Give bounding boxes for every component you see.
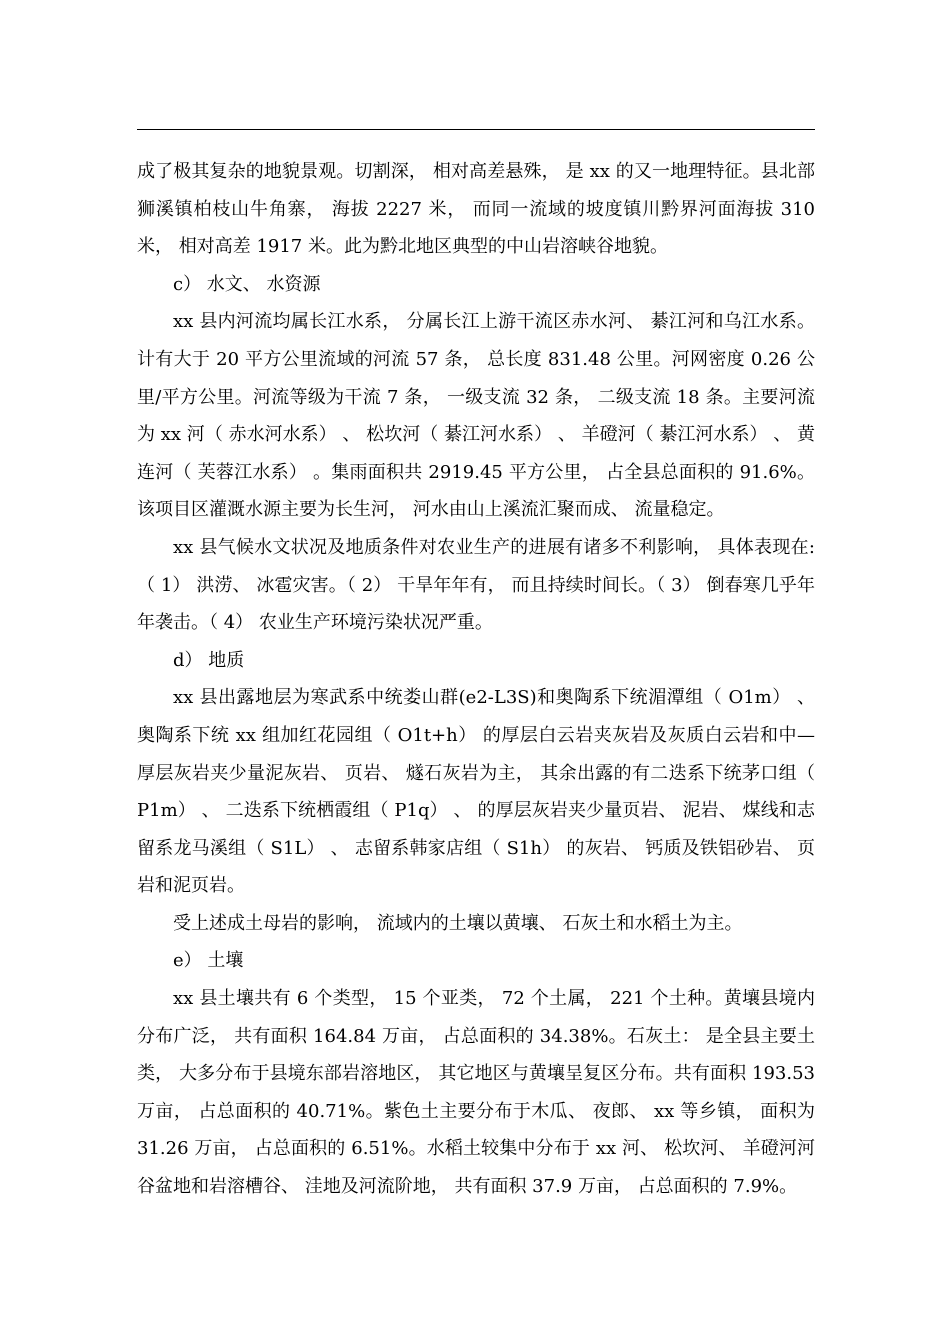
section-heading-geology: d） 地质	[173, 649, 245, 671]
paragraph-parent-rock: 受上述成土母岩的影响， 流域内的土壤以黄壤、 石灰土和水稻土为主。	[173, 912, 743, 934]
paragraph-strata: xx 县出露地层为寒武系中统娄山群(e2-L3S)和奥陶系下统湄潭组（ O1m） 、 奥陶系下统 xx 组加红花园组（ O1t+h） 的厚层白云岩夹灰岩及灰质白云岩和中—厚层灰岩夹少量泥灰岩、 页岩、 燧石灰岩为主， 其余出露的有二迭系下统茅口组（ P1m） 、 二迭系下统栖霞组（ P1q） 、 的厚层灰岩夹少量页岩、 泥岩、 煤线和志留系龙马溪组（ S1L） 、 志留系韩家店组（ S1h） 的灰岩、 钙质及铁铝砂岩、 页岩和泥页岩。	[137, 687, 815, 897]
paragraph-soil-types: xx 县土壤共有 6 个类型， 15 个亚类， 72 个土属， 221 个土种。黄壤县境内分布广泛， 共有面积 164.84 万亩， 占总面积的 34.38%。石灰土： 是全县主要土类， 大多分布于县境东部岩溶地区， 其它地区与黄壤呈复区分布。共有面积 193.53 万亩， 占总面积的 40.71%。紫色土主要分布于木瓜、 夜郎、 xx 等乡镇， 面积为 31.26 万亩， 占总面积的 6.51%。水稻土较集中分布于 xx 河、 松坎河、 羊磴河河谷盆地和岩溶槽谷、 洼地及河流阶地， 共有面积 37.9 万亩， 占总面积的 7.9%。	[137, 988, 815, 1198]
paragraph-rivers: xx 县内河流均属长江水系， 分属长江上游干流区赤水河、 綦江河和乌江水系。计有大于 20 平方公里流域的河流 57 条， 总长度 831.48 公里。河网密度 0.26 公里/平方公里。河流等级为干流 7 条， 一级支流 32 条， 二级支流 18 条。主要河流为 xx 河（ 赤水河水系） 、 松坎河（ 綦江河水系） 、 羊磴河（ 綦江河水系） 、 黄连河（ 芙蓉江水系） 。集雨面积共 2919.45 平方公里， 占全县总面积的 91.6%。该项目区灌溉水源主要为长生河， 河水由山上溪流汇聚而成、 流量稳定。	[137, 311, 815, 521]
paragraph-landform-continuation: 成了极其复杂的地貌景观。切割深， 相对高差悬殊， 是 xx 的又一地理特征。县北部狮溪镇柏枝山牛角寨， 海拔 2227 米， 而同一流域的坡度镇川黔界河面海拔 310 米， 相对高差 1917 米。此为黔北地区典型的中山岩溶峡谷地貌。	[137, 161, 815, 258]
paragraph-climate-impacts: xx 县气候水文状况及地质条件对农业生产的进展有诸多不利影响， 具体表现在:（ 1） 洪涝、 冰雹灾害。（ 2） 干旱年年有， 而且持续时间长。（ 3） 倒春寒几乎年年袭击。（ 4） 农业生产环境污染状况严重。	[137, 536, 815, 634]
section-heading-soil: e） 土壤	[173, 950, 244, 972]
section-heading-hydrology: c） 水文、 水资源	[173, 273, 321, 295]
document-body	[137, 153, 815, 1206]
header-rule	[137, 129, 815, 130]
